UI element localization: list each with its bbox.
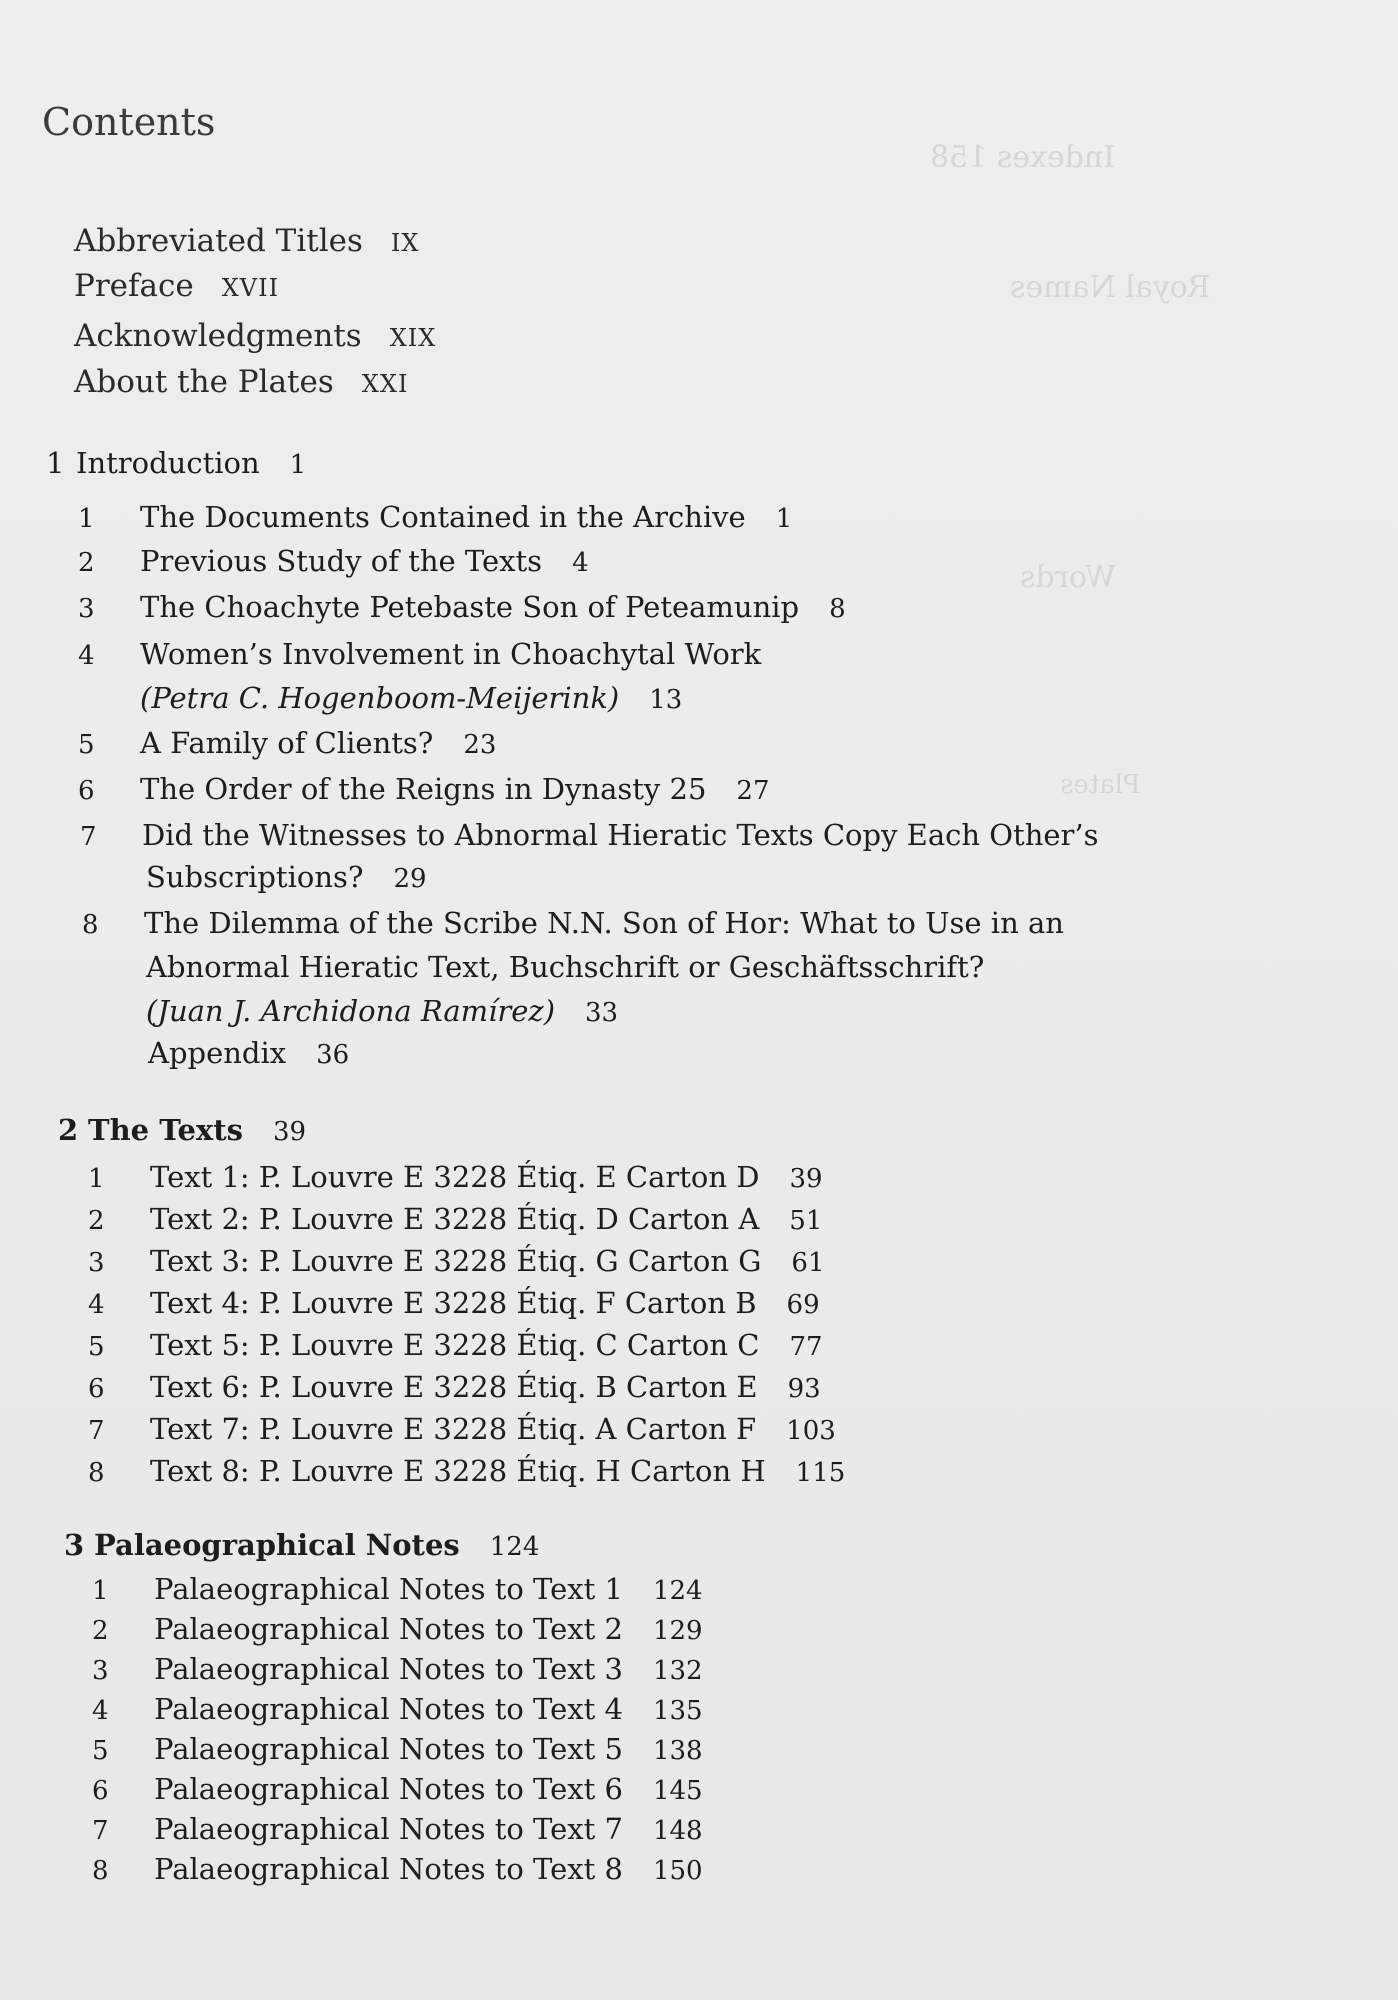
section-page: 51	[789, 1206, 823, 1236]
front-matter-page: IX	[390, 229, 420, 257]
section-number: 6	[78, 776, 95, 806]
section-title: Palaeographical Notes to Text 1	[154, 1572, 623, 1606]
section-title: Text 5: P. Louvre E 3228 Étiq. C Carton C	[150, 1328, 760, 1362]
section-title: Text 3: P. Louvre E 3228 Étiq. G Carton G	[150, 1244, 762, 1278]
section-page: 93	[787, 1374, 821, 1404]
bleed-through-text: Words	[1020, 560, 1116, 595]
section-number: 1	[88, 1164, 105, 1194]
section-title: Text 1: P. Louvre E 3228 Étiq. E Carton D	[150, 1160, 760, 1194]
section-page: 150	[652, 1856, 703, 1886]
section-number: 8	[82, 910, 99, 940]
section-title: The Choachyte Petebaste Son of Peteamunip	[140, 590, 800, 624]
section-number: 5	[92, 1736, 109, 1766]
front-matter-label: Preface	[74, 268, 194, 304]
section-number: 4	[92, 1696, 109, 1726]
front-matter-item[interactable]	[74, 364, 408, 400]
chapter-page: 1	[289, 450, 307, 480]
chapter-heading[interactable]	[58, 1113, 306, 1147]
section-title: Palaeographical Notes to Text 3	[154, 1652, 623, 1686]
section-title-cont: Subscriptions?	[146, 860, 364, 894]
section-page: 4	[572, 548, 589, 578]
section-number: 4	[78, 641, 95, 671]
section-title: Text 8: P. Louvre E 3228 Étiq. H Carton H	[150, 1454, 766, 1488]
section-title: Appendix	[148, 1036, 287, 1070]
section-page: 115	[795, 1458, 846, 1488]
section-number: 6	[88, 1374, 105, 1404]
chapter-heading[interactable]	[46, 446, 306, 480]
section-page: 132	[652, 1656, 703, 1686]
section-title: Women’s Involvement in Choachytal Work	[140, 637, 762, 671]
section-number: 2	[92, 1616, 109, 1646]
section-title: The Order of the Reigns in Dynasty 25	[140, 772, 707, 806]
section-title: Previous Study of the Texts	[140, 544, 543, 578]
section-title: Palaeographical Notes to Text 6	[154, 1772, 623, 1806]
chapter-number: 3	[64, 1528, 85, 1562]
front-matter-page: XVII	[221, 274, 280, 302]
front-matter-label: Acknowledgments	[74, 318, 362, 354]
section-page: 124	[652, 1576, 703, 1606]
section-title: Text 2: P. Louvre E 3228 Étiq. D Carton A	[150, 1202, 760, 1236]
section-page: 29	[393, 864, 427, 894]
page-title: Contents	[42, 100, 216, 144]
section-page: 77	[789, 1332, 823, 1362]
chapter-number: 2	[58, 1113, 79, 1147]
section-number: 8	[92, 1856, 109, 1886]
section-number: 6	[92, 1776, 109, 1806]
chapter-number: 1	[46, 446, 65, 480]
section-page: 69	[786, 1290, 820, 1320]
section-page: 23	[463, 730, 497, 760]
section-number: 7	[88, 1416, 105, 1446]
front-matter-item[interactable]	[74, 318, 436, 354]
front-matter-item[interactable]	[74, 223, 419, 259]
section-page: 27	[736, 776, 770, 806]
chapter-title: Palaeographical Notes	[94, 1528, 460, 1562]
chapter-title: The Texts	[88, 1113, 243, 1147]
section-page: 103	[786, 1416, 836, 1446]
section-title: The Documents Contained in the Archive	[140, 500, 746, 534]
section-number: 1	[92, 1576, 109, 1606]
section-author: (Juan J. Archidona Ramírez)	[146, 994, 556, 1028]
section-number: 5	[88, 1332, 105, 1362]
front-matter-label: Abbreviated Titles	[74, 223, 363, 259]
section-number: 7	[92, 1816, 109, 1846]
section-title-cont: Abnormal Hieratic Text, Buchschrift or Geschäftsschrift?	[146, 950, 985, 984]
section-number: 3	[78, 594, 95, 624]
section-number: 2	[88, 1206, 105, 1236]
section-title: A Family of Clients?	[140, 726, 434, 760]
section-number: 2	[78, 548, 95, 578]
section-continuation[interactable]	[140, 681, 682, 715]
section-page: 145	[652, 1776, 703, 1806]
bleed-through-text: Royal Names	[1010, 270, 1211, 305]
section-number: 4	[88, 1290, 105, 1320]
section-number: 5	[78, 730, 95, 760]
section-page: 33	[585, 998, 619, 1028]
section-number: 7	[80, 822, 97, 852]
chapter-page: 39	[272, 1117, 307, 1147]
section-title: Text 7: P. Louvre E 3228 Étiq. A Carton F	[150, 1412, 757, 1446]
section-continuation	[146, 950, 984, 984]
bleed-through-text: Indexes 158	[930, 140, 1115, 175]
front-matter-label: About the Plates	[74, 364, 334, 400]
chapter-title: Introduction	[76, 446, 260, 480]
section-title: Did the Witnesses to Abnormal Hieratic Texts Copy Each Other’s	[142, 818, 1099, 852]
bleed-through-text: Plates	[1060, 770, 1141, 800]
section-number: 3	[88, 1248, 105, 1278]
section-page: 129	[652, 1616, 703, 1646]
section-title: Palaeographical Notes to Text 4	[154, 1692, 623, 1726]
section-title: Text 4: P. Louvre E 3228 Étiq. F Carton B	[150, 1286, 757, 1320]
section-title: The Dilemma of the Scribe N.N. Son of Hor: What to Use in an	[144, 906, 1064, 940]
front-matter-page: XXI	[361, 370, 409, 398]
section-page: 8	[829, 594, 846, 624]
front-matter-item[interactable]	[74, 268, 279, 304]
section-author: (Petra C. Hogenboom-Meijerink)	[140, 681, 620, 715]
chapter-heading[interactable]	[64, 1528, 539, 1562]
section-page: 61	[791, 1248, 825, 1278]
section-number: 8	[88, 1458, 105, 1488]
section-continuation[interactable]	[146, 860, 427, 894]
section-page: 1	[775, 504, 793, 534]
section-entry-appendix[interactable]	[148, 1036, 349, 1070]
section-page: 135	[652, 1696, 703, 1726]
section-page: 39	[789, 1164, 823, 1194]
section-title: Text 6: P. Louvre E 3228 Étiq. B Carton E	[150, 1370, 758, 1404]
section-page: 138	[652, 1736, 703, 1766]
front-matter-page: XIX	[389, 324, 437, 352]
section-page: 13	[649, 685, 683, 715]
section-number: 3	[92, 1656, 109, 1686]
section-number: 1	[78, 504, 95, 534]
section-title: Palaeographical Notes to Text 5	[154, 1732, 623, 1766]
chapter-page: 124	[489, 1532, 540, 1562]
section-page: 36	[316, 1040, 350, 1070]
section-title: Palaeographical Notes to Text 7	[154, 1812, 623, 1846]
section-continuation[interactable]	[146, 994, 618, 1028]
section-title: Palaeographical Notes to Text 2	[154, 1612, 623, 1646]
section-page: 148	[652, 1816, 703, 1846]
section-title: Palaeographical Notes to Text 8	[154, 1852, 623, 1886]
